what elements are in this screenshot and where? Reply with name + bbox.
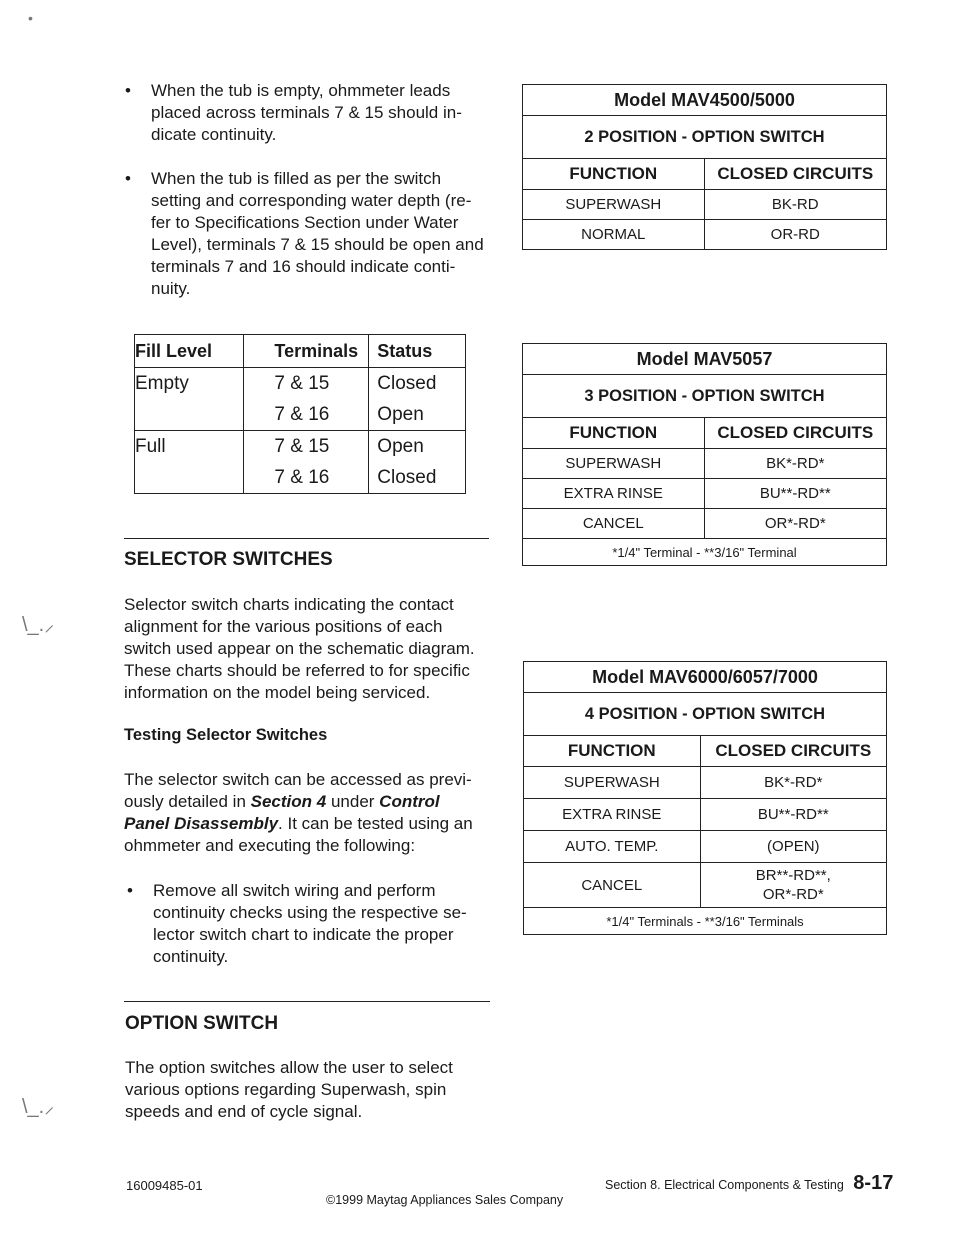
table-row: CANCEL BR**-RD**, OR*-RD* bbox=[524, 863, 887, 908]
position-title: 2 POSITION - OPTION SWITCH bbox=[523, 116, 887, 159]
bullet-dot: • bbox=[125, 81, 131, 100]
header-closed-circuits: CLOSED CIRCUITS bbox=[704, 159, 886, 190]
document-number: 16009485-01 bbox=[126, 1178, 203, 1193]
table-row: CANCEL OR*-RD* bbox=[523, 509, 887, 539]
switch-table-mav6000-6057-7000 bbox=[523, 661, 887, 935]
table-row: EXTRA RINSE BU**-RD** bbox=[524, 799, 887, 831]
option-switch-heading: OPTION SWITCH bbox=[125, 1013, 279, 1034]
table-row: SUPERWASH BK*-RD* bbox=[523, 449, 887, 479]
testing-paragraph: The selector switch can be accessed as previ- ously detailed in Section 4 under Control Panel Disassembly. It can be tested using an ohmmeter and executing the following: bbox=[124, 770, 473, 855]
header-function: FUNCTION bbox=[523, 159, 705, 190]
testing-selector-switches-heading: Testing Selector Switches bbox=[124, 726, 328, 744]
table-row: SUPERWASH BK-RD bbox=[523, 190, 887, 220]
page-number: 8-17 bbox=[853, 1172, 894, 1194]
terminals-value: 7 & 16 bbox=[274, 467, 330, 488]
selector-switches-heading: SELECTOR SWITCHES bbox=[124, 549, 333, 570]
bullet-filled-tub: • When the tub is filled as per the switch setting and corresponding water depth (re- fer to Specifications Section under Water Level), terminals 7 & 15 should be open and terminals 7 and 16 should indicate conti- nuity. bbox=[125, 169, 484, 298]
section-4-ref: Section 4 bbox=[250, 792, 327, 811]
table-row: NORMAL OR-RD bbox=[523, 220, 887, 250]
bullet-empty-tub: • When the tub is empty, ohmmeter leads placed across terminals 7 & 15 should in- dicate continuity. bbox=[125, 81, 462, 144]
panel-disassembly-ref: Panel Disassembly bbox=[124, 814, 279, 833]
model-title: Model MAV4500/5000 bbox=[523, 85, 887, 116]
section-rule bbox=[124, 538, 489, 539]
fill-level-value: Full bbox=[135, 436, 166, 457]
header-fill-level: Fill Level bbox=[135, 335, 244, 368]
status-value: Closed bbox=[377, 373, 437, 394]
scan-mark: \_.⸝ bbox=[22, 614, 55, 636]
bullet-dot: • bbox=[125, 169, 131, 188]
selector-paragraph: Selector switch charts indicating the contact alignment for the various positions of each switch used appear on the schematic diagram. These charts should be referred to for specific information on the model being serviced. bbox=[124, 595, 475, 702]
status-value: Open bbox=[377, 436, 424, 457]
copyright: ©1999 Maytag Appliances Sales Company bbox=[326, 1193, 564, 1207]
terminal-note: *1/4" Terminal - **3/16" Terminal bbox=[523, 539, 887, 566]
bullet-remove-wiring: • Remove all switch wiring and perform continuity checks using the respective se- lector switch chart to indicate the proper continuity. bbox=[127, 881, 467, 966]
table-row bbox=[135, 431, 466, 494]
header-closed-circuits: CLOSED CIRCUITS bbox=[700, 736, 886, 767]
header-function: FUNCTION bbox=[524, 736, 701, 767]
section-label: Section 8. Electrical Components & Testing bbox=[605, 1178, 844, 1192]
switch-table-mav4500-5000 bbox=[522, 84, 887, 250]
terminals-value: 7 & 15 bbox=[274, 436, 330, 457]
terminals-value: 7 & 15 bbox=[274, 373, 330, 394]
section-rule bbox=[124, 1001, 490, 1002]
table-row: EXTRA RINSE BU**-RD** bbox=[523, 479, 887, 509]
option-paragraph: The option switches allow the user to select various options regarding Superwash, spin speeds and end of cycle signal. bbox=[125, 1058, 453, 1121]
table-row: SUPERWASH BK*-RD* bbox=[524, 767, 887, 799]
fill-level-value: Empty bbox=[135, 373, 189, 394]
terminal-note: *1/4" Terminals - **3/16" Terminals bbox=[524, 908, 887, 935]
scan-mark: • bbox=[28, 10, 33, 26]
bullet-dot: • bbox=[127, 881, 133, 900]
table-row bbox=[135, 368, 466, 431]
status-value: Closed bbox=[377, 467, 437, 488]
switch-table-mav5057 bbox=[522, 343, 887, 566]
table-row: AUTO. TEMP. (OPEN) bbox=[524, 831, 887, 863]
header-status: Status bbox=[369, 335, 466, 368]
header-terminals: Terminals bbox=[244, 335, 369, 368]
model-title: Model MAV6000/6057/7000 bbox=[524, 662, 887, 693]
header-closed-circuits: CLOSED CIRCUITS bbox=[704, 418, 886, 449]
terminals-value: 7 & 16 bbox=[274, 404, 330, 425]
scan-mark: \_.⸝ bbox=[22, 1096, 55, 1118]
fill-level-table bbox=[134, 334, 466, 494]
control-ref: Control bbox=[379, 792, 440, 811]
page-footer-section bbox=[605, 1172, 893, 1195]
table-header-row bbox=[135, 335, 466, 368]
header-function: FUNCTION bbox=[523, 418, 705, 449]
position-title: 3 POSITION - OPTION SWITCH bbox=[523, 375, 887, 418]
status-value: Open bbox=[377, 404, 424, 425]
position-title: 4 POSITION - OPTION SWITCH bbox=[524, 693, 887, 736]
model-title: Model MAV5057 bbox=[523, 344, 887, 375]
